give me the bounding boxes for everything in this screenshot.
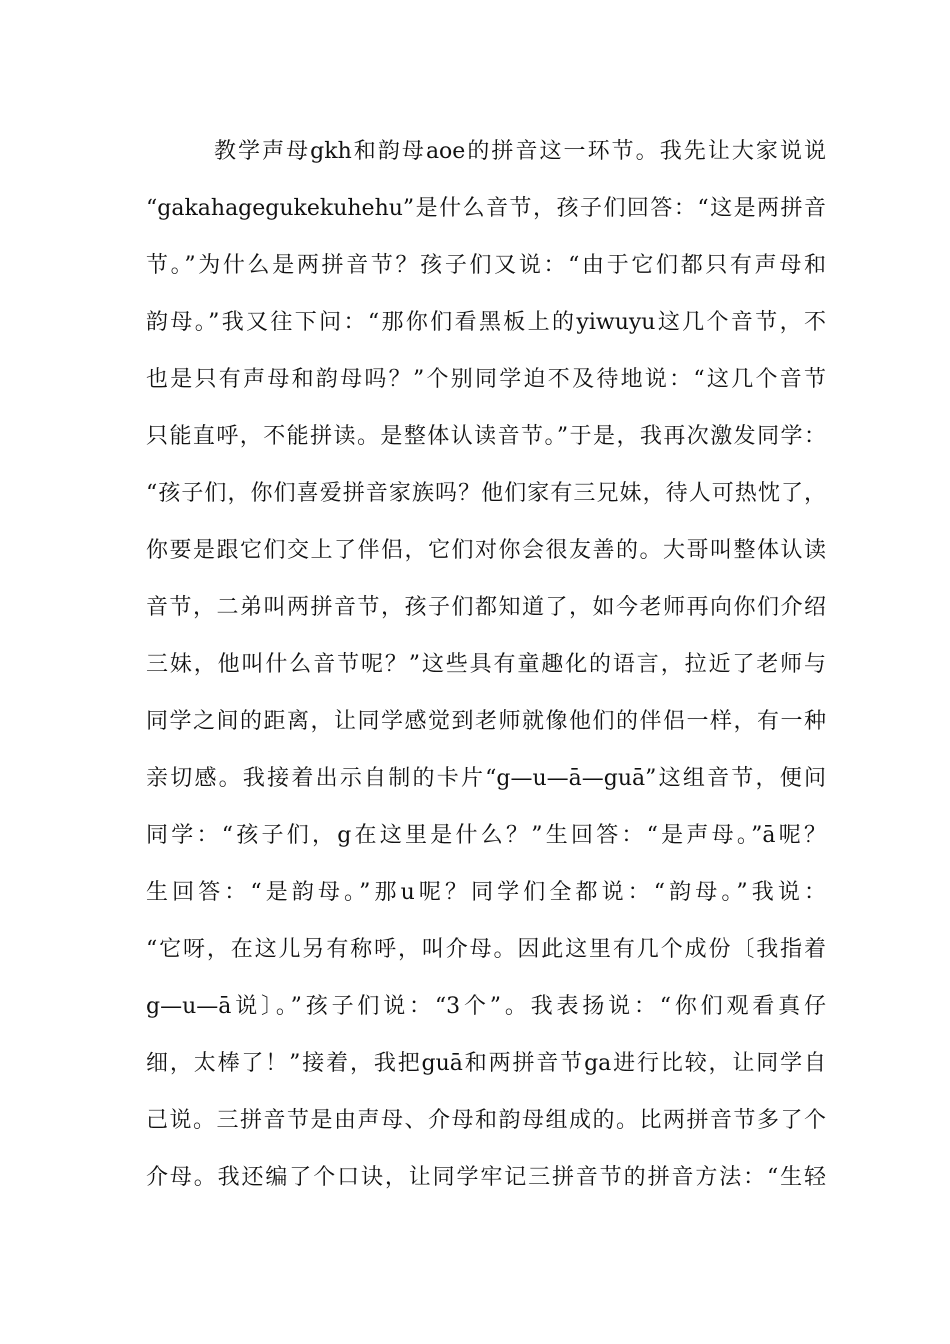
text-line: 也是只有声母和韵母吗？”个别同学迫不及待地说：“这几个音节 (146, 367, 826, 392)
text-line: “gakahagegukekuhehu”是什么音节，孩子们回答：“这是两拼音 (146, 196, 826, 221)
text-line: 音节，二弟叫两拼音节，孩子们都知道了，如今老师再向你们介绍 (146, 595, 826, 620)
text-line: 同学之间的距离，让同学感觉到老师就像他们的伴侣一样，有一种 (146, 709, 826, 734)
text-line: g—u—ā说〕。”孩子们说：“3个”。我表扬说：“你们观看真仔 (146, 994, 826, 1019)
text-line: 你要是跟它们交上了伴侣，它们对你会很友善的。大哥叫整体认读 (146, 538, 826, 563)
text-line: 己说。三拼音节是由声母、介母和韵母组成的。比两拼音节多了个 (146, 1108, 826, 1133)
text-line: “它呀，在这儿另有称呼，叫介母。因此这里有几个成份〔我指着 (146, 937, 826, 962)
text-line: 节。”为什么是两拼音节？孩子们又说：“由于它们都只有声母和 (146, 253, 826, 278)
text-line: “孩子们，你们喜爱拼音家族吗？他们家有三兄妹，待人可热忱了， (146, 481, 826, 506)
body-paragraph (146, 132, 826, 1215)
text-line: 细，太棒了！”接着，我把guā和两拼音节ga进行比较，让同学自 (146, 1051, 826, 1076)
text-line: 三妹，他叫什么音节呢？”这些具有童趣化的语言，拉近了老师与 (146, 652, 826, 677)
text-line: 同学：“孩子们，g在这里是什么？”生回答：“是声母。”ā呢？ (146, 823, 826, 848)
text-line: 教学声母gkh和韵母aoe的拼音这一环节。我先让大家说说 (214, 139, 826, 164)
text-line: 只能直呼，不能拼读。是整体认读音节。”于是，我再次激发同学： (146, 424, 826, 449)
text-line: 韵母。”我又往下问：“那你们看黑板上的yiwuyu这几个音节，不 (146, 310, 826, 335)
text-line: 生回答：“是韵母。”那u呢？同学们全都说：“韵母。”我说： (146, 880, 826, 905)
text-line: 亲切感。我接着出示自制的卡片“g—u—ā—guā”这组音节，便问 (146, 766, 826, 791)
text-line: 介母。我还编了个口诀，让同学牢记三拼音节的拼音方法：“生轻 (146, 1165, 826, 1190)
